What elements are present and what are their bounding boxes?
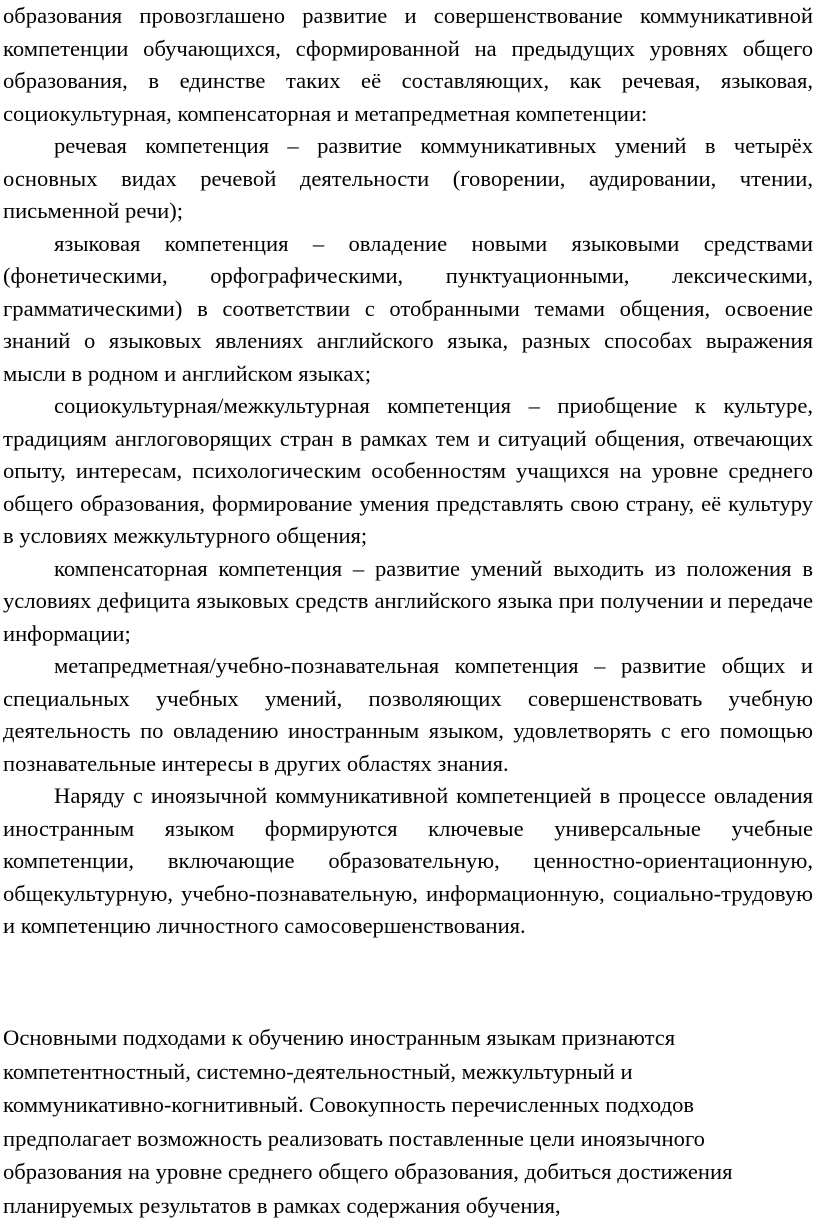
approaches-text-block — [3, 1021, 803, 1222]
paragraph-approaches: Основными подходами к обучению иностранным языкам признаются компетентностный, системно-деятельностный, межкультурный и коммуникативно-когнитивный. Совокупность перечисленных подходов предполагает возможность реализовать поставленные цели иноязычного образования на уровне среднего общего образования, добиться достижения планируемых результатов в рамках содержания обучения, — [3, 1025, 733, 1218]
main-text-block — [3, 0, 813, 943]
paragraph-compensatory-competence: компенсаторная компетенция – развитие умений выходить из положения в условиях дефицита языковых средств английского языка при получении и передаче информации; — [3, 555, 813, 646]
paragraph-language-competence: языковая компетенция – овладение новыми языковыми средствами (фонетическими, орфографическими, пунктуационными, лексическими, грамматическими) в соответствии с отобранными темами общения, освоение знаний о языковых явлениях английского языка, разных способах выражения мысли в родном и английском языках; — [3, 230, 813, 386]
paragraph-sociocultural-competence: социокультурная/межкультурная компетенция – приобщение к культуре, традициям англоговорящих стран в рамках тем и ситуаций общения, отвечающих опыту, интересам, психологическим особенностям учащихся на уровне среднего общего образования, формирование умения представлять свою страну, её культуру в условиях межкультурного общения; — [3, 393, 813, 548]
paragraph-speech-competence: речевая компетенция – развитие коммуникативных умений в четырёх основных видах речевой деятельности (говорении, аудировании, чтении, письменной речи); — [3, 133, 813, 223]
paragraph-key-competences: Наряду с иноязычной коммуникативной компетенцией в процессе овладения иностранным языком формируются ключевые универсальные учебные компетенции, включающие образовательную, ценностно-ориентационную, общекультурную, учебно-познавательную, информационную, социально-трудовую и компетенцию личностного самосовершенствования. — [3, 783, 813, 938]
paragraph-metasubject-competence: метапредметная/учебно-познавательная компетенция – развитие общих и специальных учебных умений, позволяющих совершенствовать учебную деятельность по овладению иностранным языком, удовлетворять с его помощью познавательные интересы в других областях знания. — [3, 653, 813, 776]
paragraph-intro: образования провозглашено развитие и совершенствование коммуникативной компетенции обучающихся, сформированной на предыдущих уровнях общего образования, в единстве таких её составляющих, как речевая, языковая, социокультурная, компенсаторная и метапредметная компетенции: — [3, 3, 813, 126]
